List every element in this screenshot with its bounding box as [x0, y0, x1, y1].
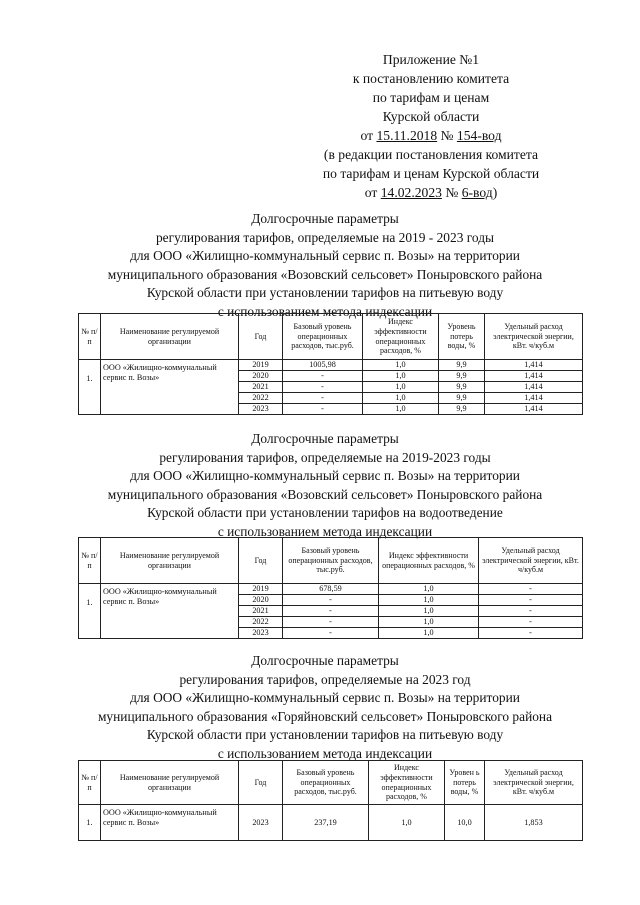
- org-name: ООО «Жилищно-коммунальный сервис п. Возы»: [101, 584, 239, 639]
- table-row: [79, 805, 583, 841]
- cell-base: -: [283, 382, 363, 393]
- cell-loss: 9,9: [439, 382, 485, 393]
- heading-line: с использованием метода индексации: [217, 303, 433, 319]
- col-header-org: Наименование регулируемой организации: [101, 538, 239, 584]
- table-row: [79, 360, 583, 371]
- col-header-num: № п/ п: [79, 538, 101, 584]
- heading-line: регулирования тарифов, определяемые на 2019 - 2023 годы: [155, 229, 495, 245]
- appendix-text: №: [441, 185, 462, 200]
- cell-loss: 9,9: [439, 371, 485, 382]
- section1-table: [78, 313, 583, 415]
- cell-energy: -: [479, 595, 583, 606]
- col-header-energy: Удельный расход электрической энергии, кВт. ч/куб.м: [479, 538, 583, 584]
- section3-table: [78, 760, 583, 841]
- cell-year: 2020: [239, 595, 283, 606]
- col-header-org: Наименование регулируемой организации: [101, 314, 239, 360]
- cell-year: 2022: [239, 393, 283, 404]
- cell-year: 2023: [239, 404, 283, 415]
- cell-year: 2019: [239, 360, 283, 371]
- cell-base: -: [283, 628, 379, 639]
- cell-energy: 1,414: [485, 360, 583, 371]
- section2-table: [78, 537, 583, 639]
- cell-base: -: [283, 617, 379, 628]
- cell-index: 1,0: [379, 584, 479, 595]
- cell-year: 2021: [239, 606, 283, 617]
- cell-loss: 9,9: [439, 404, 485, 415]
- cell-energy: 1,414: [485, 371, 583, 382]
- heading-line: для ООО «Жилищно-коммунальный сервис п. Возы» на территории: [130, 690, 520, 706]
- cell-energy: 1,853: [485, 805, 583, 841]
- cell-energy: 1,414: [485, 382, 583, 393]
- heading-line: Курской области при установлении тарифов на питьевую воду: [146, 727, 504, 743]
- section2-heading: [60, 430, 590, 542]
- table-header-row: [79, 314, 583, 360]
- heading-line: Долгосрочные параметры: [251, 431, 399, 446]
- cell-base: 1005,98: [283, 360, 363, 371]
- cell-index: 1,0: [363, 360, 439, 371]
- cell-base: -: [283, 404, 363, 415]
- table-header-row: [79, 761, 583, 805]
- cell-energy: -: [479, 606, 583, 617]
- cell-energy: -: [479, 628, 583, 639]
- cell-base: -: [283, 371, 363, 382]
- cell-index: 1,0: [379, 628, 479, 639]
- col-header-num: № п/п: [79, 314, 101, 360]
- col-header-index: Индекс эффективности операционных расходов, %: [363, 314, 439, 360]
- cell-loss: 9,9: [439, 360, 485, 371]
- heading-line: муниципального образования «Возовский сельсовет» Поныровского района: [107, 486, 543, 502]
- col-header-index: Индекс эффективности операционных расходов, %: [369, 761, 445, 805]
- cell-base: -: [283, 595, 379, 606]
- col-header-base: Базовый уровень операционных расходов, тыс.руб.: [283, 538, 379, 584]
- heading-line: Курской области при установлении тарифов на питьевую воду: [146, 285, 504, 301]
- col-header-loss: Уровень потерь воды, %: [439, 314, 485, 360]
- col-header-index: Индекс эффективности операционных расходов, %: [379, 538, 479, 584]
- appendix-text: №: [437, 128, 457, 143]
- cell-index: 1,0: [379, 617, 479, 628]
- amendment-number: 6-вод: [461, 185, 493, 200]
- table-row: [79, 584, 583, 595]
- cell-index: 1,0: [379, 595, 479, 606]
- col-header-energy: Удельный расход электрической энергии, кВт. ч/куб.м: [485, 761, 583, 805]
- appendix-date-line: [300, 183, 562, 202]
- col-header-year: Год: [239, 538, 283, 584]
- appendix-line: Курской области: [382, 109, 480, 124]
- appendix-date-line: [300, 126, 562, 145]
- col-header-base: Базовый уровень операционных расходов, тыс.руб.: [283, 314, 363, 360]
- cell-year: 2023: [239, 805, 283, 841]
- col-header-year: Год: [239, 761, 283, 805]
- org-name: ООО «Жилищно-коммунальный сервис п. Возы»: [101, 360, 239, 415]
- heading-line: Долгосрочные параметры: [251, 653, 399, 668]
- row-number: 1.: [79, 805, 101, 841]
- appendix-text: ): [492, 185, 498, 200]
- amendment-date: 14.02.2023: [380, 185, 442, 200]
- table-header-row: [79, 538, 583, 584]
- cell-year: 2021: [239, 382, 283, 393]
- appendix-line: (в редакции постановления комитета: [323, 147, 539, 162]
- section1-heading: [60, 210, 590, 322]
- appendix-line: по тарифам и ценам Курской области: [322, 166, 540, 181]
- col-header-year: Год: [239, 314, 283, 360]
- cell-year: 2019: [239, 584, 283, 595]
- col-header-base: Базовый уровень операционных расходов, тыс.руб.: [283, 761, 369, 805]
- col-header-num: № п/ п: [79, 761, 101, 805]
- cell-loss: 10,0: [445, 805, 485, 841]
- cell-index: 1,0: [369, 805, 445, 841]
- cell-base: 678,59: [283, 584, 379, 595]
- appendix-title: Приложение №1: [382, 52, 480, 67]
- cell-energy: -: [479, 584, 583, 595]
- appendix-line: по тарифам и ценам: [372, 90, 490, 105]
- cell-index: 1,0: [379, 606, 479, 617]
- cell-index: 1,0: [363, 404, 439, 415]
- cell-year: 2023: [239, 628, 283, 639]
- heading-line: для ООО «Жилищно-коммунальный сервис п. Возы» на территории: [130, 468, 520, 484]
- col-header-loss: Уровен ь потерь воды, %: [445, 761, 485, 805]
- cell-energy: 1,414: [485, 404, 583, 415]
- cell-base: -: [283, 606, 379, 617]
- cell-base: -: [283, 393, 363, 404]
- heading-line: с использованием метода индексации: [217, 745, 433, 761]
- resolution-number: 154-вод: [456, 128, 502, 143]
- cell-year: 2020: [239, 371, 283, 382]
- heading-line: с использованием метода индексации: [217, 523, 433, 539]
- cell-loss: 9,9: [439, 393, 485, 404]
- heading-line: Долгосрочные параметры: [251, 211, 399, 226]
- appendix-text: от: [360, 128, 377, 143]
- appendix-line: к постановлению комитета: [352, 71, 510, 86]
- appendix-text: от: [364, 185, 381, 200]
- heading-line: муниципального образования «Возовский сельсовет» Поныровского района: [107, 266, 543, 282]
- cell-index: 1,0: [363, 393, 439, 404]
- resolution-date: 15.11.2018: [376, 128, 438, 143]
- cell-base: 237,19: [283, 805, 369, 841]
- appendix-block: [300, 50, 562, 202]
- heading-line: муниципального образования «Горяйновский сельсовет» Поныровского района: [97, 708, 553, 724]
- heading-line: Курской области при установлении тарифов на водоотведение: [147, 505, 503, 521]
- cell-index: 1,0: [363, 382, 439, 393]
- heading-line: регулирования тарифов, определяемые на 2019-2023 годы: [159, 449, 491, 465]
- section3-heading: [60, 652, 590, 764]
- cell-index: 1,0: [363, 371, 439, 382]
- heading-line: регулирования тарифов, определяемые на 2023 год: [179, 671, 471, 687]
- cell-energy: 1,414: [485, 393, 583, 404]
- heading-line: для ООО «Жилищно-коммунальный сервис п. Возы» на территории: [130, 248, 520, 264]
- row-number: 1.: [79, 584, 101, 639]
- org-name: ООО «Жилищно-коммунальный сервис п. Возы»: [101, 805, 239, 841]
- col-header-energy: Удельный расход электрической энергии, кВт. ч/куб.м: [485, 314, 583, 360]
- cell-year: 2022: [239, 617, 283, 628]
- row-number: 1.: [79, 360, 101, 415]
- cell-energy: -: [479, 617, 583, 628]
- col-header-org: Наименование регулируемой организации: [101, 761, 239, 805]
